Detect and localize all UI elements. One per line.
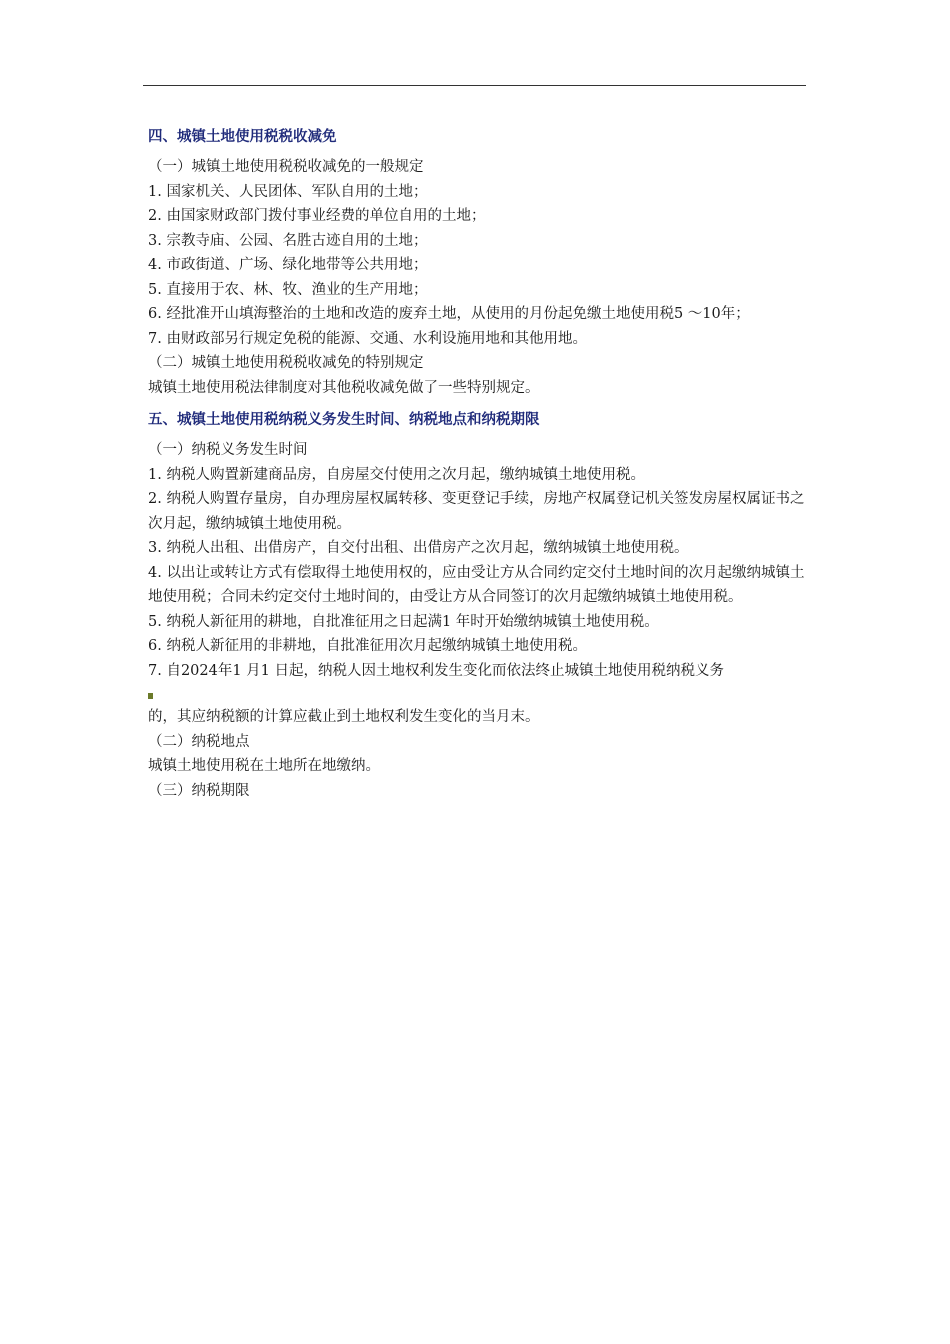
- list-item: 4. 市政街道、广场、绿化地带等公共用地；: [148, 257, 428, 273]
- section-heading-tax-obligation: 五、城镇土地使用税纳税义务发生时间、纳税地点和纳税期限: [148, 412, 540, 428]
- list-item: 5. 纳税人新征用的耕地，自批准征用之日起满1 年时开始缴纳城镇土地使用税。: [148, 613, 659, 630]
- subheading-general-rules: （一）城镇土地使用税税收减免的一般规定: [148, 159, 424, 175]
- list-item: 6. 纳税人新征用的非耕地，自批准征用次月起缴纳城镇土地使用税。: [148, 638, 587, 654]
- list-item: 6. 经批准开山填海整治的土地和改造的废弃土地，从使用的月份起免缴土地使用税5 ～10年；: [148, 306, 750, 322]
- list-item: 5. 直接用于农、林、牧、渔业的生产用地；: [148, 281, 428, 298]
- paragraph: 城镇土地使用税在土地所在地缴纳。: [148, 758, 380, 774]
- paragraph: 城镇土地使用税法律制度对其他税收减免做了一些特别规定。: [148, 379, 540, 396]
- list-item: 2. 由国家财政部门拨付事业经费的单位自用的土地；: [148, 208, 486, 224]
- section-heading-tax-relief: 四、城镇土地使用税税收减免: [148, 129, 337, 145]
- document-body: [148, 125, 808, 803]
- list-item-continuation: 的，其应纳税额的计算应截止到土地权利发生变化的当月末。: [148, 709, 540, 725]
- list-item: 3. 纳税人出租、出借房产，自交付出租、出借房产之次月起，缴纳城镇土地使用税。: [148, 540, 689, 556]
- list-item: 7. 自2024年1 月1 日起，纳税人因土地权利发生变化而依法终止城镇土地使用税纳税义务: [148, 662, 725, 679]
- subheading-special-rules: （二）城镇土地使用税税收减免的特别规定: [148, 355, 424, 371]
- header-rule: [143, 85, 806, 86]
- list-item: 7. 由财政部另行规定免税的能源、交通、水利设施用地和其他用地。: [148, 330, 587, 347]
- subheading-obligation-time: （一）纳税义务发生时间: [148, 442, 308, 458]
- anchor-marker-icon: [148, 693, 153, 699]
- page-break-marker: [148, 683, 808, 705]
- list-item: 2. 纳税人购置存量房，自办理房屋权属转移、变更登记手续，房地产权属登记机关签发房屋权属证书之次月起，缴纳城镇土地使用税。: [148, 491, 805, 532]
- list-item: 1. 纳税人购置新建商品房，自房屋交付使用之次月起，缴纳城镇土地使用税。: [148, 466, 645, 483]
- subheading-tax-period: （三）纳税期限: [148, 782, 250, 799]
- list-item: 3. 宗教寺庙、公园、名胜古迹自用的土地；: [148, 232, 428, 249]
- list-item: 4. 以出让或转让方式有偿取得土地使用权的，应由受让方从合同约定交付土地时间的次月起缴纳城镇土地使用税；合同未约定交付土地时间的，由受让方从合同签订的次月起缴纳城镇土地使用税。: [148, 564, 805, 605]
- list-item: 1. 国家机关、人民团体、军队自用的土地；: [148, 183, 428, 200]
- subheading-tax-location: （二）纳税地点: [148, 733, 250, 750]
